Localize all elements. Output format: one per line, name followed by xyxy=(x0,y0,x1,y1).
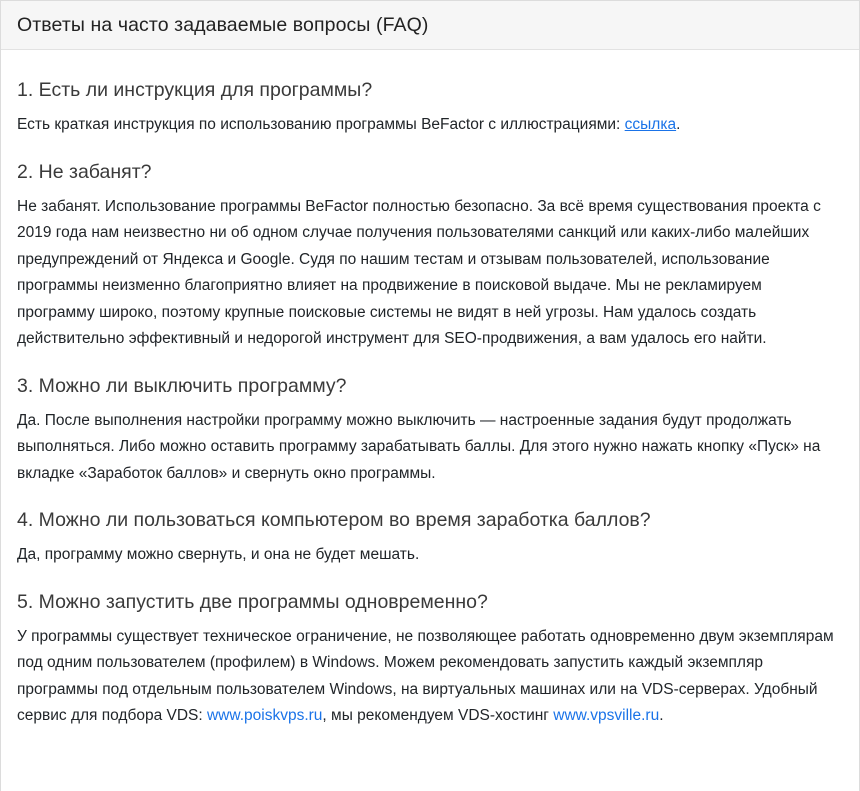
faq-question: 5. Можно запустить две программы одновременно? xyxy=(17,590,488,613)
faq-answer: Да, программу можно свернуть, и она не будет мешать. xyxy=(17,546,420,563)
faq-question: 2. Не забанят? xyxy=(17,160,152,183)
instructions-link[interactable]: ссылка xyxy=(624,116,677,133)
faq-answer xyxy=(17,112,843,139)
faq-question: 1. Есть ли инструкция для программы? xyxy=(17,79,373,101)
poiskvps-link[interactable]: www.poiskvps.ru xyxy=(206,707,323,724)
faq-answer xyxy=(17,624,843,730)
faq-item-use-computer xyxy=(17,506,843,569)
faq-answer-text: У программы существует техническое ограничение, не позволяющее работать одновременно двум экземплярам под одним пользователем (профилем) в Windows. Можем рекомендовать запустить каждый экземпляр программы под отдельным пользователем Windows, на виртуальных машинах или на VDS-серверах. Удобный сервис для подбора VDS: xyxy=(17,627,834,724)
faq-answer-end: . xyxy=(659,707,664,724)
page-title: Ответы на часто задаваемые вопросы (FAQ) xyxy=(17,13,429,36)
faq-card-header xyxy=(1,1,859,50)
faq-item-instructions xyxy=(17,76,843,139)
vpsville-link[interactable]: www.vpsville.ru xyxy=(553,707,660,724)
faq-answer-mid: , мы рекомендуем VDS-хостинг xyxy=(322,707,554,724)
faq-answer-text: Есть краткая инструкция по использованию программы BeFactor с иллюстрациями: xyxy=(17,116,625,133)
faq-item-turn-off xyxy=(17,372,843,488)
faq-item-ban xyxy=(17,158,843,353)
faq-card-body xyxy=(1,50,859,730)
faq-question: 3. Можно ли выключить программу? xyxy=(17,374,347,397)
faq-answer: Да. После выполнения настройки программу можно выключить — настроенные задания будут продолжать выполняться. Либо можно оставить программу зарабатывать баллы. Для этого нужно нажать кнопку «Пуск» на вкладке «Заработок баллов» и свернуть окно программы. xyxy=(17,411,821,482)
faq-question: 4. Можно ли пользоваться компьютером во время заработка баллов? xyxy=(17,509,651,531)
faq-item-two-programs xyxy=(17,588,843,730)
faq-answer: Не забанят. Использование программы BeFactor полностью безопасно. За всё время существования проекта с 2019 года нам неизвестно ни об одном случае получения пользователями санкций или каких-либо малейших предупреждений от Яндекса и Google. Судя по нашим тестам и отзывам пользователей, использование программы неизменно благоприятно влияет на продвижение в поисковой выдаче. Мы не рекламируем программу широко, поэтому крупные поисковые системы не видят в ней угрозы. Нам удалось создать действительно эффективный и недорогой инструмент для SEO-продвижения, а вам удалось его найти. xyxy=(17,197,821,347)
faq-answer-end: . xyxy=(676,116,681,133)
